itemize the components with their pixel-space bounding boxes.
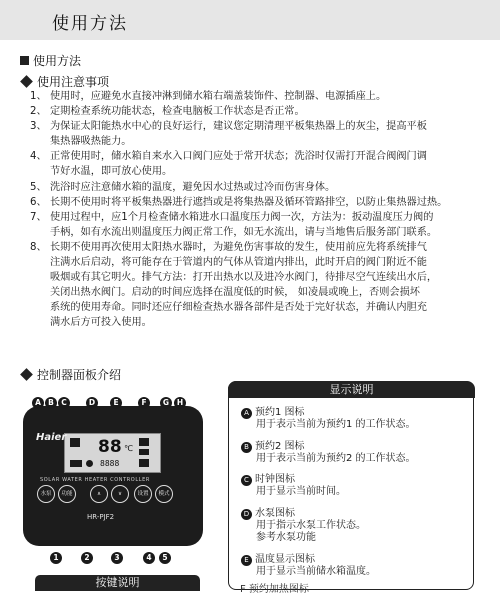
display-item-letter: E — [241, 555, 252, 566]
note-line: 集热器吸热能力。 — [50, 136, 132, 148]
function-button[interactable]: 功能 — [58, 485, 76, 503]
section-notes-heading: 使用注意事项 — [20, 73, 109, 90]
square-bullet-icon — [20, 56, 29, 65]
down-button[interactable]: ∨ — [111, 485, 129, 503]
display-item — [241, 474, 469, 498]
callout-number: 2 — [81, 552, 93, 564]
note-line: 手柄，如有水流出则温度压力阀正常工作，如无水流出，请与当地售后服务部门联系。 — [50, 226, 438, 238]
note-line: 长期不使用再次使用太阳热水器时，为避免伤害事故的发生，使用前应先将系统排气 — [50, 241, 427, 253]
clock-icon — [86, 460, 93, 467]
water-level-icon — [139, 449, 149, 455]
callout-letter: D — [86, 397, 98, 409]
callout-number: 4 — [143, 552, 155, 564]
callout-letter: F — [138, 397, 150, 409]
callout-letter: G — [160, 397, 172, 409]
pump-button[interactable]: 水泵 — [37, 485, 55, 503]
reservation-heating-label: F 预约加热图标 — [240, 584, 309, 595]
display-item-title — [241, 554, 469, 566]
time-digits: 8888 — [100, 459, 120, 468]
note-line: 关闭出热水阀门。启动的时间应选择在温度低的时候， 如凌晨或晚上，否则会损坏 — [50, 287, 420, 299]
display-item-letter: B — [241, 442, 252, 453]
section-panel-heading: 控制器面板介绍 — [20, 366, 121, 383]
model-label: HR-PJF2 — [87, 513, 115, 521]
note-line: 使用时，应避免水直接冲淋到储水箱右端盖装饰件、控制器、电源插座上。 — [50, 91, 387, 102]
heating-icon — [139, 438, 149, 446]
callout-number: 5 — [159, 552, 171, 564]
note-item — [30, 240, 478, 331]
callout-letter: E — [110, 397, 122, 409]
note-item — [30, 195, 478, 210]
display-item-name: 预约1 图标 — [255, 407, 305, 418]
note-line: 长期不使用时将平板集热器进行遮挡或是将集热器及循环管路排空，以防止集热器过热。 — [50, 196, 448, 208]
note-item — [30, 149, 478, 179]
display-item-letter: A — [241, 408, 252, 419]
note-line: 使用过程中，应1个月检查储水箱进水口温度压力阀一次，方法为：扳动温度压力阀的 — [50, 211, 434, 223]
controller-caption: SOLAR WATER HEATER CONTROLLER — [40, 477, 150, 483]
display-item-title — [241, 407, 469, 419]
reservation-1-icon — [70, 438, 80, 447]
diamond-bullet-icon — [20, 75, 33, 88]
display-item-title — [241, 474, 469, 486]
note-number: 1、 — [30, 91, 47, 102]
display-item-name: 时钟图标 — [255, 474, 295, 485]
display-description-title: 显示说明 — [228, 381, 475, 398]
note-item — [30, 119, 478, 149]
note-line: 为保证太阳能热水中心的良好运行，建议您定期清理平板集热器上的灰尘，提高平板 — [50, 121, 427, 133]
callout-letter: B — [45, 397, 57, 409]
display-item-desc: 用于显示当前时间。 — [256, 486, 346, 498]
keys-description-title: 按键说明 — [35, 575, 200, 591]
display-item-desc: 用于显示当前储水箱温度。 — [256, 565, 376, 577]
temperature-unit: ℃ — [124, 444, 133, 453]
note-line: 系统的使用寿命。同时还应仔细检查热水器各部件是否处于完好状态，并确认内胆充 — [50, 302, 427, 314]
note-number: 8、 — [30, 241, 47, 253]
display-item — [241, 508, 469, 545]
display-item — [241, 554, 469, 578]
display-item-letter: C — [241, 475, 252, 486]
controller-device — [23, 406, 203, 546]
note-item — [30, 104, 478, 119]
note-line: 节好水温，即可放心使用。 — [50, 166, 173, 178]
callout-letter: A — [32, 397, 44, 409]
page-title: 使用方法 — [52, 14, 128, 34]
note-item — [30, 180, 478, 195]
note-line: 满水后方可投入使用。 — [50, 317, 152, 329]
display-item-desc: 用于指示水泵工作状态。 — [256, 519, 366, 531]
notes-list — [30, 89, 478, 331]
temperature-digits: 88 — [98, 437, 122, 457]
callout-number: 3 — [111, 552, 123, 564]
note-number: 4、 — [30, 151, 47, 163]
diamond-bullet-icon — [20, 368, 33, 381]
up-button[interactable]: ∧ — [90, 485, 108, 503]
display-item — [241, 407, 469, 431]
display-item-desc: 参考水泵功能 — [256, 531, 316, 543]
brand-logo: Haier — [36, 432, 67, 443]
display-item-name: 水泵图标 — [255, 507, 295, 519]
display-item-name: 预约2 图标 — [255, 440, 305, 452]
display-item-title — [241, 441, 469, 453]
display-item-letter: D — [241, 509, 252, 520]
display-item-name: 温度显示图标 — [255, 553, 315, 565]
note-item — [30, 210, 478, 240]
reservation-2-icon — [70, 460, 82, 467]
note-number: 5、 — [30, 181, 47, 193]
note-number: 3、 — [30, 121, 47, 133]
note-number: 2、 — [30, 106, 47, 118]
callout-letter: H — [174, 397, 186, 409]
display-item-desc: 用于表示当前为预约1 的工作状态。 — [256, 419, 416, 431]
display-item — [241, 441, 469, 465]
note-number: 7、 — [30, 211, 47, 223]
note-line: 注满水后启动，将可能存在于管道内的气体从管道内排出，此时开启的阀门附近不能 — [50, 257, 427, 269]
settings-button[interactable]: 设置 — [134, 485, 152, 503]
note-line: 正常使用时，储水箱自来水入口阀门应处于常开状态；洗浴时仅需打开混合阀阀门调 — [50, 151, 427, 163]
display-item-title — [241, 508, 469, 520]
display-item-desc: 用于表示当前为预约2 的工作状态。 — [256, 452, 416, 464]
callout-number: 1 — [50, 552, 62, 564]
note-number: 6、 — [30, 196, 47, 208]
note-line: 吸烟或有其它明火。排气方法：打开出热水以及进冷水阀门，待排尽空气连续出水后， — [50, 272, 438, 284]
note-line: 洗浴时应注意储水箱的温度，避免因水过热或过冷而伤害身体。 — [50, 181, 336, 193]
note-line: 定期检查系统功能状态，检查电脑板工作状态是否正常。 — [50, 106, 305, 118]
pump-status-icon — [139, 459, 149, 467]
note-item — [30, 89, 478, 104]
mode-button[interactable]: 模式 — [155, 485, 173, 503]
section-method-heading: 使用方法 — [20, 52, 81, 69]
callout-letter: C — [58, 397, 70, 409]
